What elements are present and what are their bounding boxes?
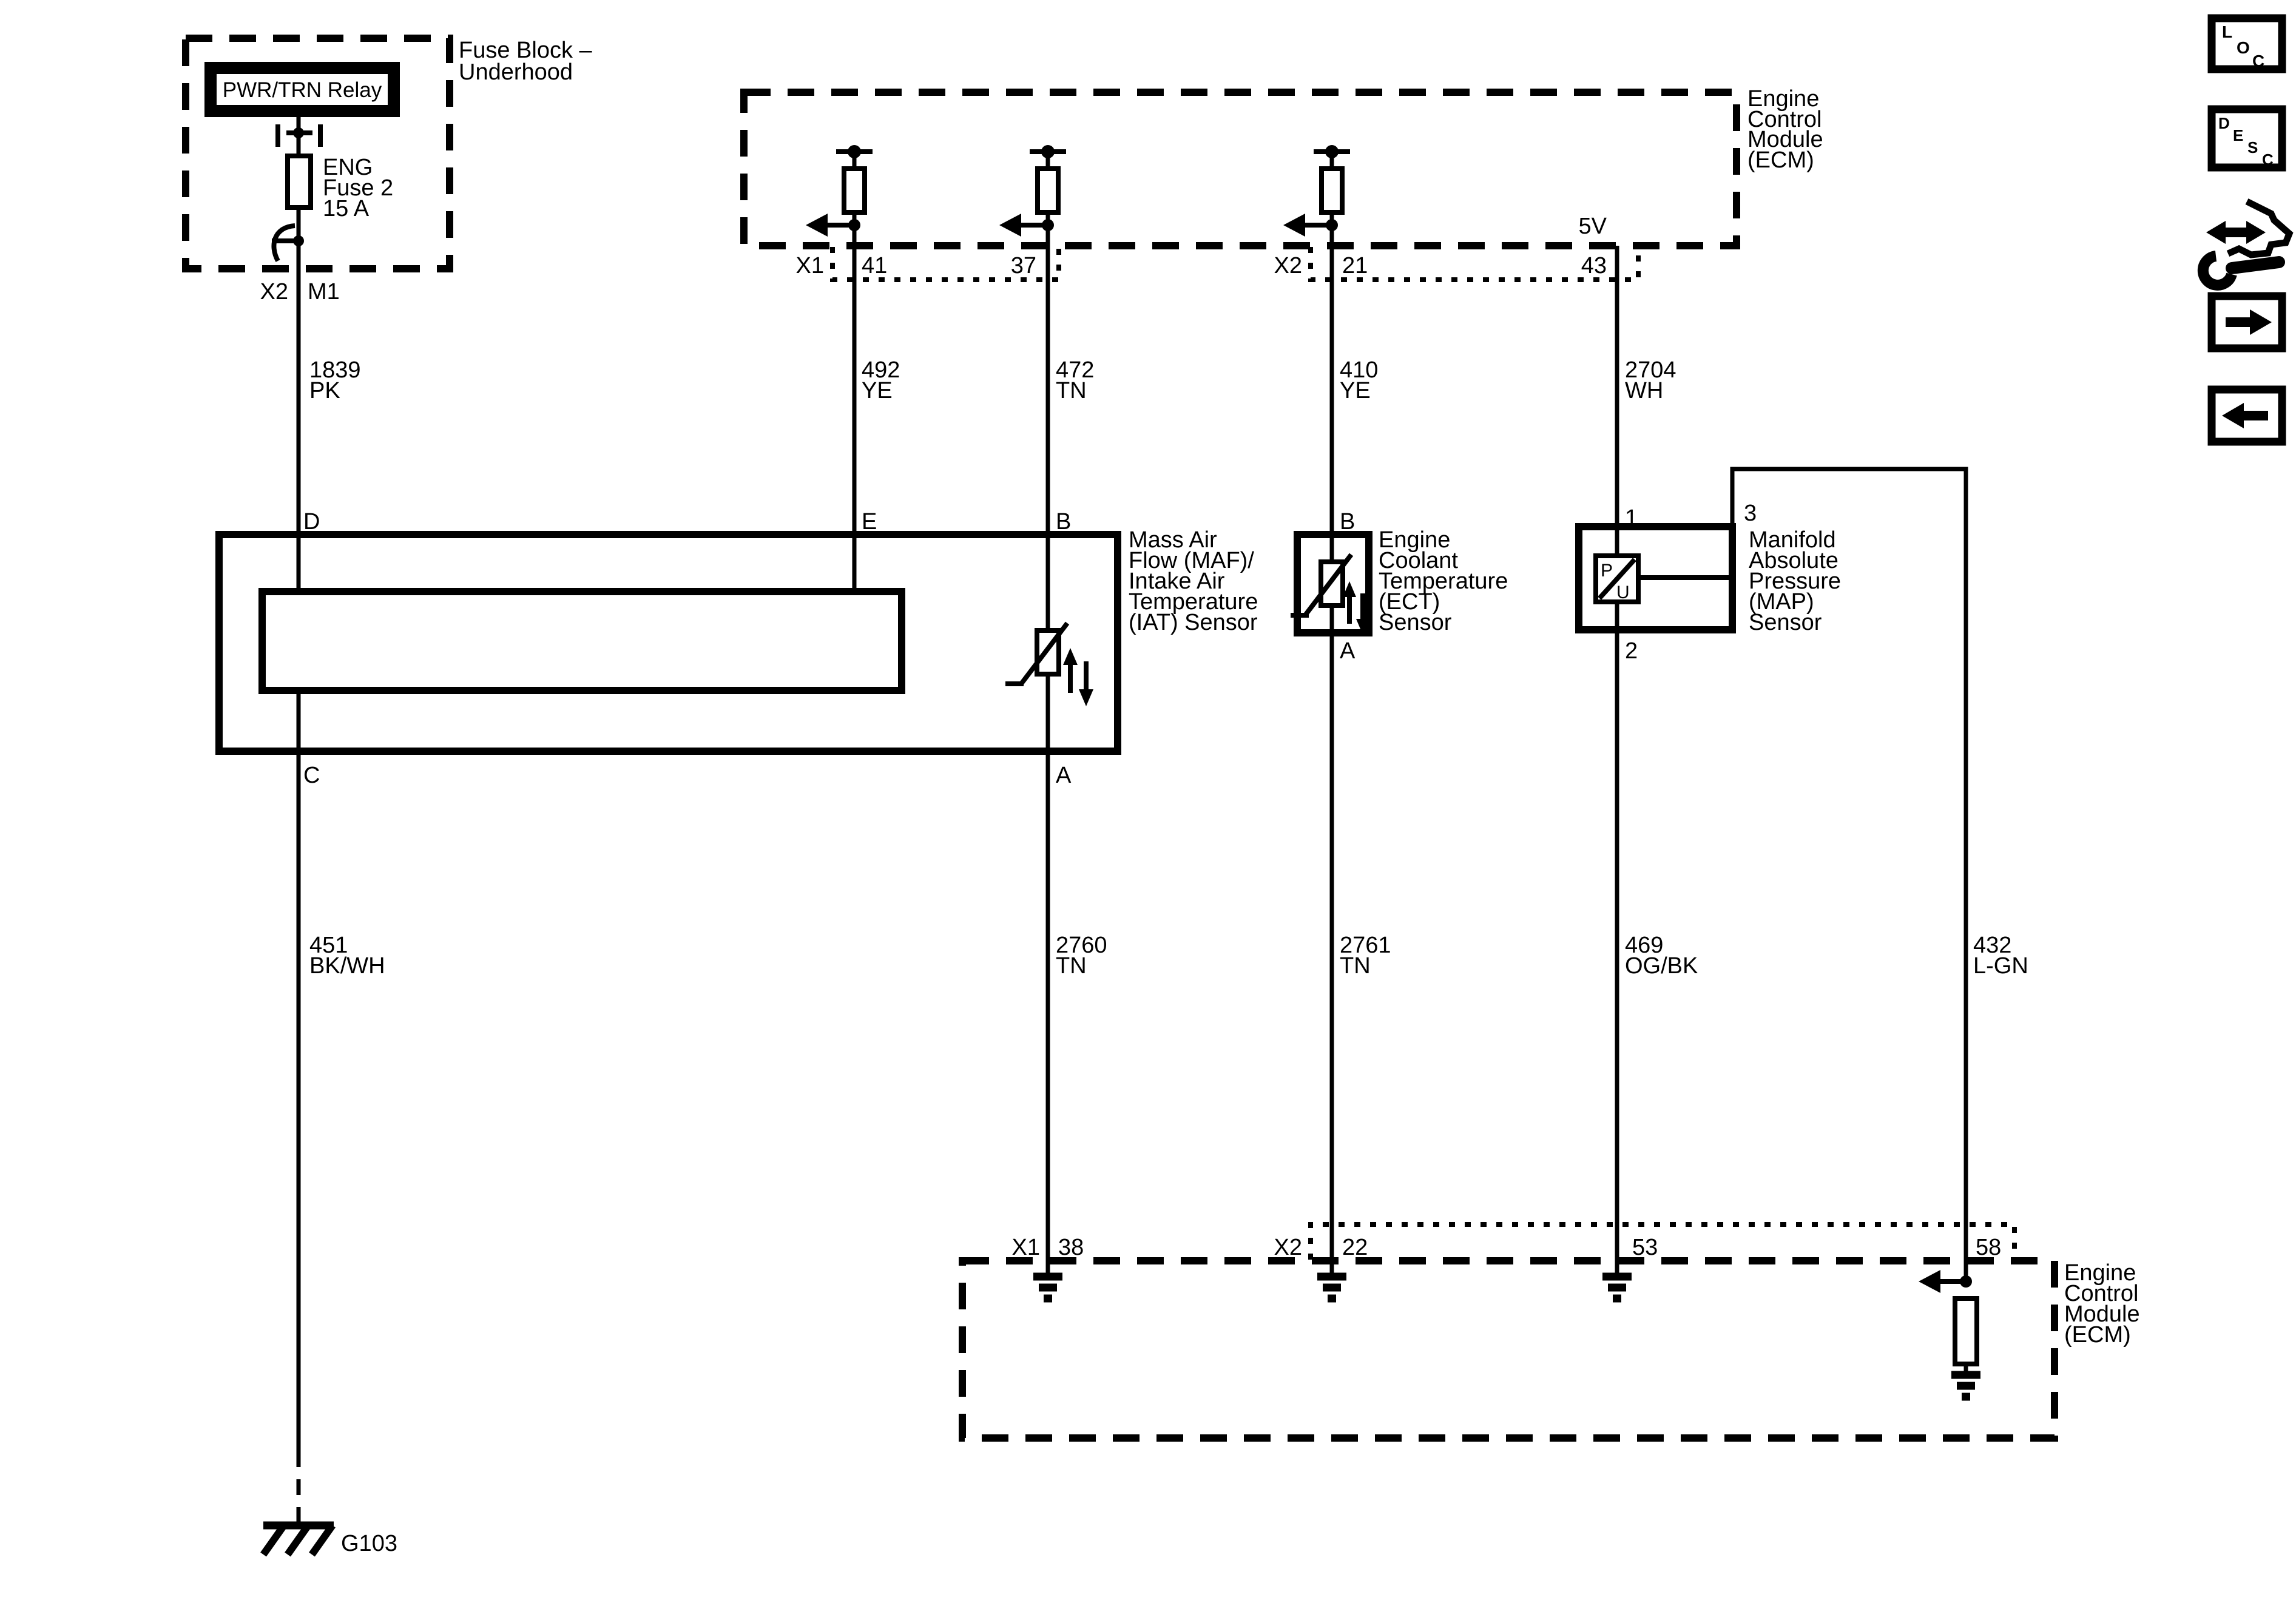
maf-inner-module-box xyxy=(262,592,902,690)
ecm-top-module xyxy=(744,86,1823,1274)
ecm-top-name-line4: (ECM) xyxy=(1747,147,1814,173)
double-arrow-right-head xyxy=(2246,221,2266,244)
ground-icon xyxy=(1033,1277,1062,1298)
ecm-bottom-conn-x2: X2 xyxy=(1274,1235,1302,1260)
wire-2760-color: TN xyxy=(1056,953,1087,979)
wire-492-circuit: 492 xyxy=(862,357,900,383)
wire-2704-color: WH xyxy=(1625,378,1664,403)
ecm-pullup-branch-21 xyxy=(1283,145,1350,1274)
resistor-icon xyxy=(844,169,865,212)
wire-2704-circuit: 2704 xyxy=(1625,357,1676,383)
terminal-dot xyxy=(1041,145,1055,158)
desc-letter-s: S xyxy=(2247,138,2258,157)
wire-410-color: YE xyxy=(1340,378,1371,403)
next-page-button[interactable] xyxy=(2212,296,2282,348)
ecm-bottom-pin-22: 22 xyxy=(1342,1235,1368,1260)
left-arrow-icon xyxy=(806,214,828,237)
wire-labels-lower xyxy=(309,933,2028,979)
ground-icon xyxy=(1602,1277,1632,1298)
ect-name-line5: Sensor xyxy=(1379,610,1452,635)
ecm-bottom-name-line1: Engine xyxy=(2064,1260,2136,1286)
wire-1839-circuit: 1839 xyxy=(309,357,361,383)
toolbar xyxy=(2203,18,2289,442)
maf-iat-sensor xyxy=(219,509,1258,788)
pwr-trn-relay-label: PWR/TRN Relay xyxy=(222,78,382,102)
ect-pin-b: B xyxy=(1340,509,1356,535)
ect-name-line1: Engine xyxy=(1379,527,1451,553)
loc-button[interactable] xyxy=(2212,18,2282,70)
ecm-top-name-line1: Engine xyxy=(1747,86,1820,112)
fuse-label-line1: ENG xyxy=(323,155,373,180)
ecm-ground-pin53 xyxy=(1602,1277,1632,1298)
resistor-icon xyxy=(1038,169,1058,212)
desc-button[interactable] xyxy=(2212,109,2282,169)
desc-letter-c: C xyxy=(2262,150,2274,169)
prev-page-button[interactable] xyxy=(2212,390,2282,442)
ecm-bottom-module xyxy=(962,1224,2140,1438)
pu-letter-p: P xyxy=(1601,561,1613,581)
maf-name-line4: Temperature xyxy=(1129,589,1258,615)
ect-sensor xyxy=(1291,509,1508,664)
ecm-top-pin-21: 21 xyxy=(1342,253,1368,279)
fuse-block-pin-id: M1 xyxy=(308,279,340,305)
resistor-icon xyxy=(1322,169,1342,212)
wire-410-circuit: 410 xyxy=(1340,357,1379,383)
map-name-line1: Manifold xyxy=(1749,527,1836,553)
map-name-line5: Sensor xyxy=(1749,610,1822,635)
ecm-bottom-pin-38: 38 xyxy=(1058,1235,1084,1260)
maf-pin-d: D xyxy=(303,509,320,535)
chassis-ground-icon xyxy=(263,1525,334,1555)
ecm-pullup-branch-37 xyxy=(999,145,1066,1274)
left-arrow-icon xyxy=(1919,1270,1940,1293)
loc-letter-o: O xyxy=(2237,38,2250,57)
maf-name-line5: (IAT) Sensor xyxy=(1129,610,1258,635)
ecm-bottom-name-line2: Control xyxy=(2064,1281,2139,1306)
ecm-top-pin-41: 41 xyxy=(862,253,888,279)
ecm-bottom-connector-outline xyxy=(1311,1224,2014,1260)
ecm-bottom-conn-x1: X1 xyxy=(1011,1235,1040,1260)
ecm-bottom-name-line3: Module xyxy=(2064,1301,2140,1327)
eng-fuse-2-symbol xyxy=(288,156,311,208)
desc-letter-e: E xyxy=(2233,126,2244,144)
terminal-dot xyxy=(1325,145,1339,158)
fuse-label-line2: Fuse 2 xyxy=(323,175,394,201)
ecm-top-pin-37: 37 xyxy=(1010,253,1036,279)
ecm-top-conn-x1: X1 xyxy=(795,253,824,279)
wiring-tools-button[interactable] xyxy=(2203,201,2289,285)
ect-pin-a: A xyxy=(1340,638,1356,664)
wire-492-color: YE xyxy=(862,378,893,403)
map-pin-2: 2 xyxy=(1625,638,1638,664)
wire-labels-upper xyxy=(309,357,1676,403)
maf-name-line3: Intake Air xyxy=(1129,569,1225,594)
maf-name-line2: Flow (MAF)/ xyxy=(1129,548,1254,573)
wire-469-color: OG/BK xyxy=(1625,953,1698,979)
ecm-ground-pin38 xyxy=(1033,1277,1062,1298)
pu-letter-u: U xyxy=(1616,582,1630,603)
map-sensor xyxy=(1579,469,1966,1281)
terminal-dot xyxy=(848,145,861,158)
fuse-block-connector-id: X2 xyxy=(260,279,288,305)
wire-1839-color: PK xyxy=(309,378,340,403)
map-name-line4: (MAP) xyxy=(1749,589,1814,615)
desc-letter-d: D xyxy=(2218,114,2230,132)
loc-letter-c: C xyxy=(2252,52,2265,70)
ecm-bottom-name-line4: (ECM) xyxy=(2064,1322,2131,1348)
ecm-ground-pin22 xyxy=(1317,1277,1346,1298)
ecm-top-name-line2: Control xyxy=(1747,107,1822,132)
wire-2761-color: TN xyxy=(1340,953,1371,979)
wrench-icon xyxy=(2203,256,2279,285)
g103-ground xyxy=(263,690,397,1556)
ect-name-line2: Coolant xyxy=(1379,548,1458,573)
ect-name-line4: (ECT) xyxy=(1379,589,1440,615)
ecm-bottom-pin-58: 58 xyxy=(1976,1235,2002,1260)
fuse-block-underhood xyxy=(186,38,593,592)
ecm-top-conn-x2: X2 xyxy=(1274,253,1302,279)
pressure-transducer-icon xyxy=(1596,556,1638,603)
maf-pin-b: B xyxy=(1056,509,1072,535)
fuse-block-title-line1: Fuse Block – xyxy=(459,38,592,63)
maf-pin-a: A xyxy=(1056,763,1072,788)
wire-432-circuit: 432 xyxy=(1973,933,2012,958)
ecm-bottom-dashed-outline xyxy=(962,1261,2055,1438)
fuse-label-line3: 15 A xyxy=(323,196,370,221)
left-arrow-icon xyxy=(1283,214,1305,237)
loc-letter-l: L xyxy=(2222,22,2233,41)
ground-icon xyxy=(1951,1375,1980,1397)
ecm-pin58-branch xyxy=(1919,1270,1980,1397)
ecm-5v-reference: 5V xyxy=(1578,214,1607,239)
map-pin-1: 1 xyxy=(1625,505,1638,531)
wire-472-circuit: 472 xyxy=(1056,357,1095,383)
wire-2761-circuit: 2761 xyxy=(1340,933,1391,958)
g103-label: G103 xyxy=(341,1531,397,1556)
wrench-handle xyxy=(2232,262,2279,268)
ecm-bottom-pin-53: 53 xyxy=(1632,1235,1658,1260)
ect-name-line3: Temperature xyxy=(1379,569,1508,594)
junction-dot xyxy=(293,235,304,246)
left-arrow-icon xyxy=(999,214,1021,237)
wire-451-circuit: 451 xyxy=(309,933,348,958)
ecm-top-name-line3: Module xyxy=(1747,127,1823,152)
wire-451-color: BK/WH xyxy=(309,953,385,979)
fuse-block-title-line2: Underhood xyxy=(459,59,573,85)
maf-pin-e: E xyxy=(862,509,877,535)
wire-472-color: TN xyxy=(1056,378,1087,403)
resistor-icon xyxy=(1955,1298,1977,1364)
wire-2760-circuit: 2760 xyxy=(1056,933,1107,958)
maf-name-line1: Mass Air xyxy=(1129,527,1217,553)
ecm-top-pin-43: 43 xyxy=(1581,253,1607,279)
map-name-line2: Absolute xyxy=(1749,548,1838,573)
maf-pin-c: C xyxy=(303,763,320,788)
ground-hatch xyxy=(263,1525,333,1555)
down-arrow-icon xyxy=(1079,689,1093,706)
junction-dot xyxy=(293,127,304,138)
up-arrow-icon xyxy=(1063,648,1078,665)
ground-icon xyxy=(1317,1277,1346,1298)
double-arrow-left-head xyxy=(2206,221,2226,244)
wire-469-circuit: 469 xyxy=(1625,933,1664,958)
wire-432-color: L-GN xyxy=(1973,953,2028,979)
map-name-line3: Pressure xyxy=(1749,569,1842,594)
map-pin-3: 3 xyxy=(1744,501,1757,526)
